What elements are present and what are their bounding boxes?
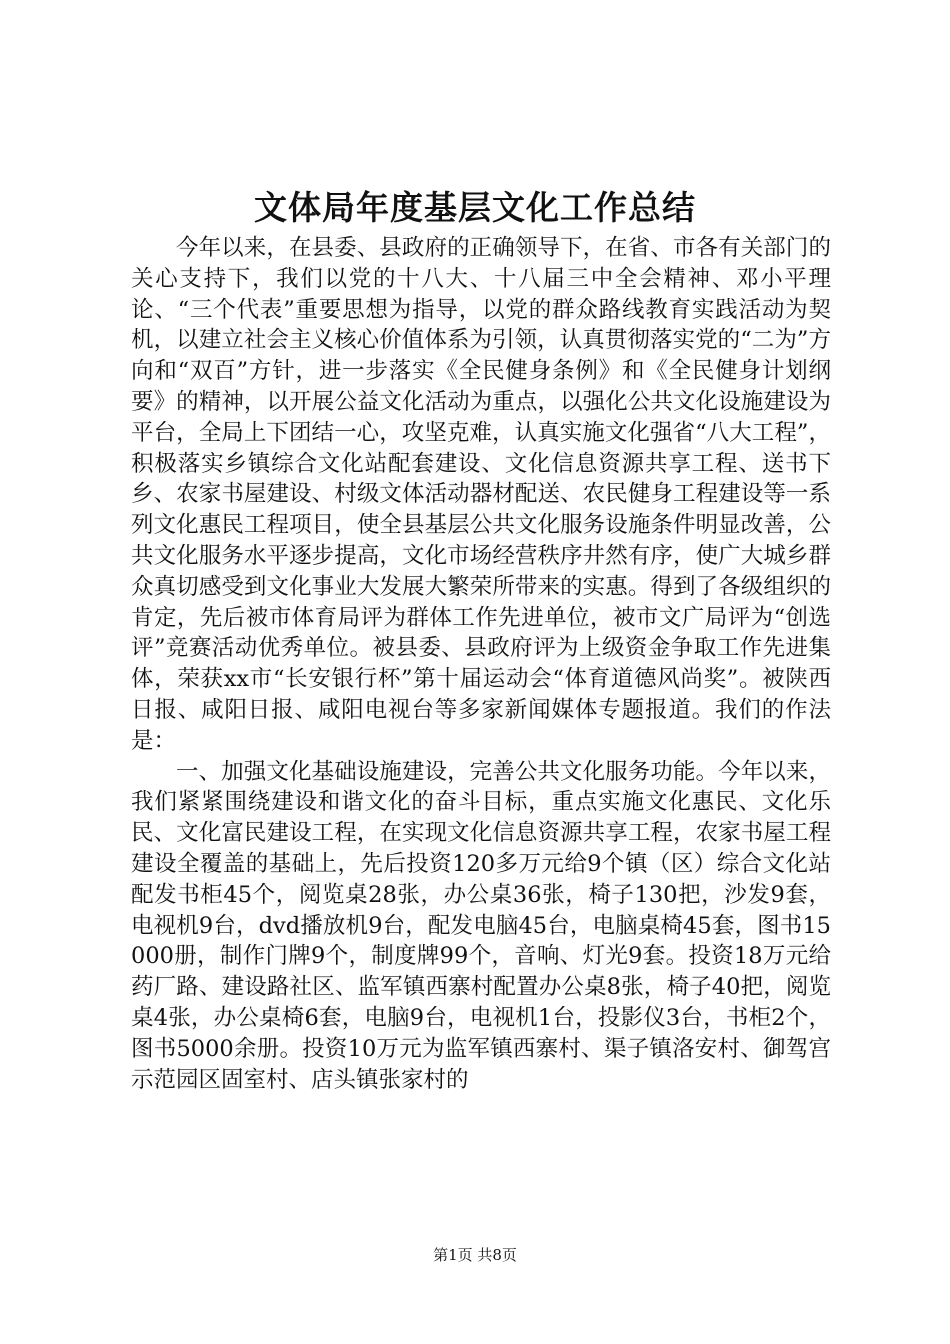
document-title: 文体局年度基层文化工作总结 xyxy=(254,188,696,227)
paragraph-section-one: 一、加强文化基础设施建设，完善公共文化服务功能。今年以来，我们紧紧围绕建设和谐文化的奋斗目标，重点实施文化惠民、文化乐民、文化富民建设工程，在实现文化信息资源共享工程，农家书屋工程建设全覆盖的基础上，先后投资120多万元给9个镇（区）综合文化站配发书柜45个，阅览桌28张，办公桌36张，椅子130把，沙发9套，电视机9台，dvd播放机9台，配发电脑45台，电脑桌椅45套，图书15000册，制作门牌9个，制度牌99个，音响、灯光9套。投资18万元给药厂路、建设路社区、监军镇西寨村配置办公桌8张，椅子40把，阅览桌4张，办公桌椅6套，电脑9台，电视机1台，投影仪3台，书柜2个，图书5000余册。投资10万元为监军镇西寨村、渠子镇洛安村、御驾宫示范园区固室村、店头镇张家村的 xyxy=(131,758,831,1093)
document-body xyxy=(131,233,831,1095)
paragraph-intro: 今年以来，在县委、县政府的正确领导下，在省、市各有关部门的关心支持下，我们以党的十八大、十八届三中全会精神、邓小平理论、“三个代表”重要思想为指导，以党的群众路线教育实践活动为契机，以建立社会主义核心价值体系为引领，认真贯彻落实党的“二为”方向和“双百”方针，进一步落实《全民健身条例》和《全民健身计划纲要》的精神，以开展公益文化活动为重点，以强化公共文化设施建设为平台，全局上下团结一心，攻坚克难，认真实施文化强省“八大工程”，积极落实乡镇综合文化站配套建设、文化信息资源共享工程、送书下乡、农家书屋建设、村级文体活动器材配送、农民健身工程建设等一系列文化惠民工程项目，使全县基层公共文化服务设施条件明显改善，公共文化服务水平逐步提高，文化市场经营秩序井然有序，使广大城乡群众真切感受到文化事业大发展大繁荣所带来的实惠。得到了各级组织的肯定，先后被市体育局评为群体工作先进单位，被市文广局评为“创选评”竞赛活动优秀单位。被县委、县政府评为上级资金争取工作先进集体，荣获xx市“长安银行杯”第十届运动会“体育道德风尚奖”。被陕西日报、咸阳日报、咸阳电视台等多家新闻媒体专题报道。我们的作法是： xyxy=(131,235,831,754)
page-number: 第1页 共8页 xyxy=(433,1246,517,1264)
